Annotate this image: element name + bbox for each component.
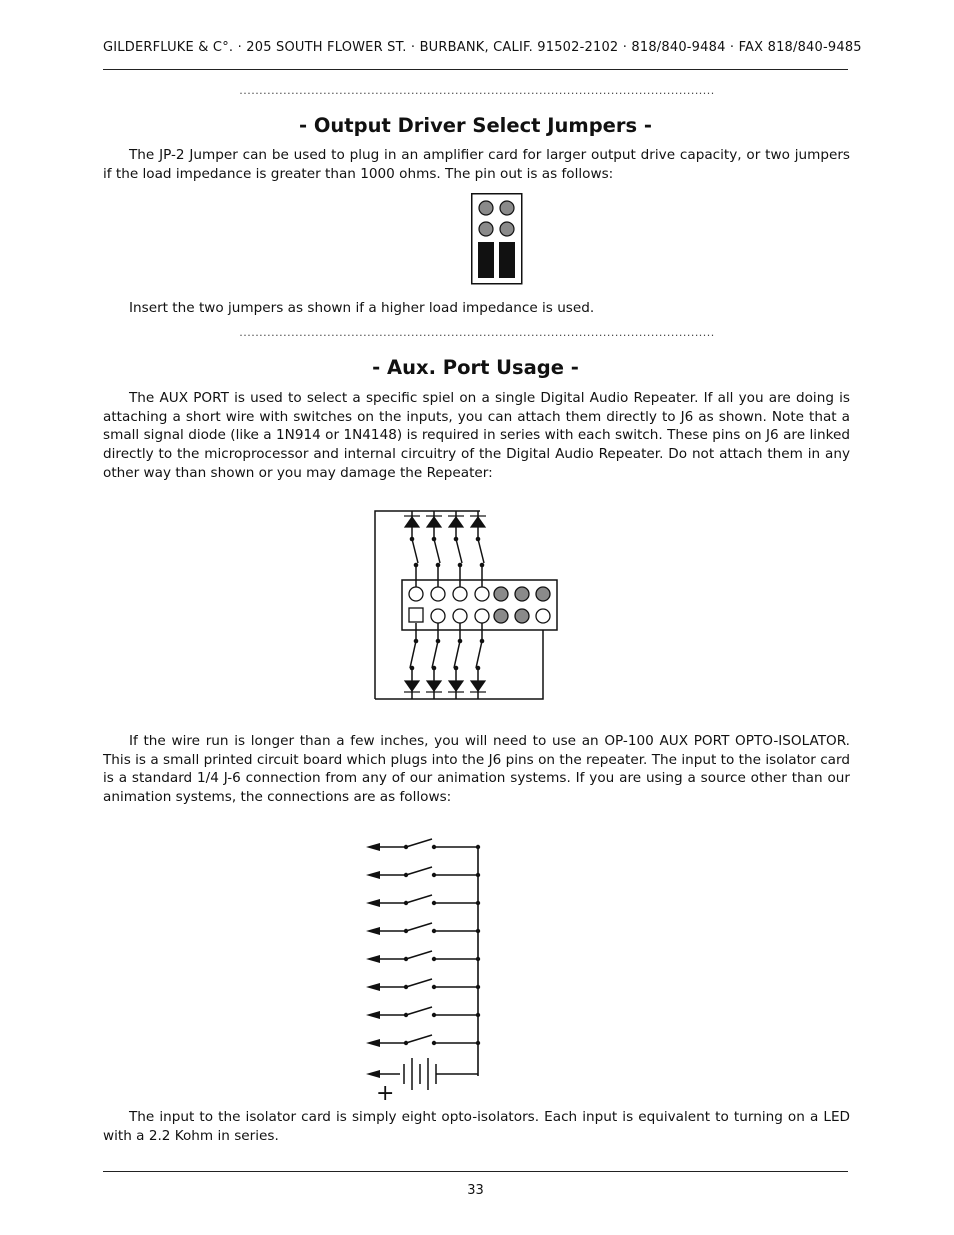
page-number: 33 (467, 1183, 484, 1198)
section-title-aux-port: - Aux. Port Usage - (372, 356, 579, 379)
bus-junction-2 (476, 873, 480, 877)
switch-blade-8 (406, 1035, 432, 1043)
bus-junction-8 (476, 1041, 480, 1045)
switch-blade-2 (406, 867, 432, 875)
switch-blade-1 (406, 839, 432, 847)
bus-junction-5 (476, 957, 480, 961)
bus-junction-1 (476, 845, 480, 849)
switch-blade-6 (406, 979, 432, 987)
footer-rule (103, 1171, 848, 1172)
input-arrow-8 (366, 1039, 380, 1047)
jp2-jumper-diagram (471, 193, 523, 285)
paragraph-jumper-insert: Insert the two jumpers as shown if a higher load impedance is used. (129, 300, 595, 316)
input-arrow-5 (366, 955, 380, 963)
paragraph-jp2: The JP-2 Jumper can be used to plug in an amplifier card for larger output drive capacity, or two jumpers if the load impedance is greater than 1000 ohms. The pin out is as follows: (103, 147, 850, 182)
input-arrow-3 (366, 899, 380, 907)
switch-blade-3 (406, 895, 432, 903)
input-arrow-7 (366, 1011, 380, 1019)
header-rule (103, 69, 848, 70)
header-fax: FAX 818/840-9485 (738, 40, 862, 55)
header-company: GILDERFLUKE & C°. (103, 40, 234, 55)
bus-junction-6 (476, 985, 480, 989)
paragraph-aux-port: The AUX PORT is used to select a specific spiel on a single Digital Audio Repeater. If all you are doing is attaching a short wire with switches on the inputs, you can attach them directly to J6 as shown. Note that a small signal diode (like a 1N914 or 1N4148) is required in series with each switch. These pins on J6 are linked directly to the microprocessor and internal circuitry of the Digital Audio Repeater. Do not attach them in any other way than shown or you may damage the Repeater: (103, 390, 850, 481)
battery-plus-label: + (376, 1081, 395, 1106)
header-phone: 818/840-9484 (631, 40, 726, 55)
switch-blade-4 (406, 923, 432, 931)
input-arrow-1 (366, 843, 380, 851)
bus-junction-3 (476, 901, 480, 905)
switch-blade-5 (406, 951, 432, 959)
section-title-output-driver: - Output Driver Select Jumpers - (298, 114, 653, 137)
switch-blade-7 (406, 1007, 432, 1015)
bus-junction-4 (476, 929, 480, 933)
header-address: 205 SOUTH FLOWER ST. (246, 40, 407, 55)
paragraph-isolator-inputs: The input to the isolator card is simply eight opto-isolators. Each input is equivalent to turning on a LED with a 2.2 Kohm in series. (103, 1109, 850, 1144)
dotted-separator-1: ....................................................................................................................... (239, 84, 715, 97)
j6-switch-diode-diagram (370, 505, 560, 705)
bus-junction-7 (476, 1013, 480, 1017)
header-city: BURBANK, CALIF. 91502-2102 (419, 40, 619, 55)
opto-isolator-connection-diagram (362, 838, 487, 1106)
input-arrow-4 (366, 927, 380, 935)
dotted-separator-2: ....................................................................................................................... (239, 326, 715, 339)
input-arrow-2 (366, 871, 380, 879)
paragraph-opto-isolator: If the wire run is longer than a few inches, you will need to use an OP-100 AUX PORT OPTO-ISOLATOR. This is a small printed circuit board which plugs into the J6 pins on the repeater. The input to the isolator card is a standard 1/4 J-6 connection from any of our animation systems. If you are using a source other than our animation systems, the connections are as follows: (103, 733, 850, 806)
page-header: GILDERFLUKE & C°. · 205 SOUTH FLOWER ST. · BURBANK, CALIF. 91502-2102 · 818/840-9484 · FAX 818/840-9485 (103, 40, 862, 55)
input-arrow-6 (366, 983, 380, 991)
